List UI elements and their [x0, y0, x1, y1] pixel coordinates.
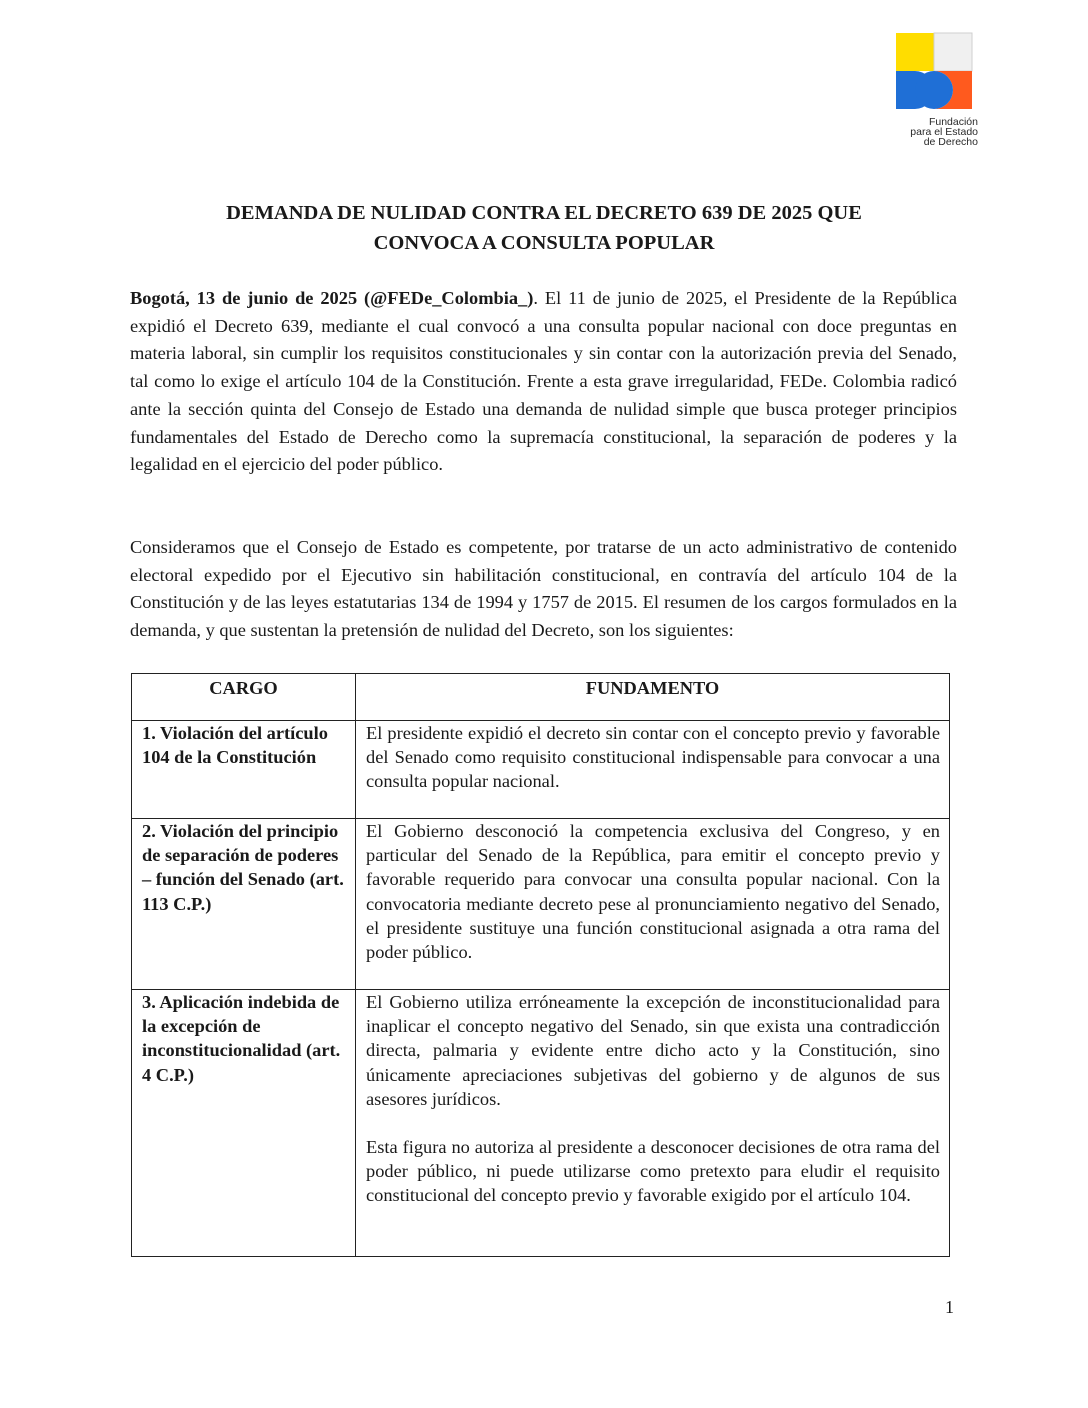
logo-mark-icon [892, 30, 976, 114]
title-line-2: CONVOCA A CONSULTA POPULAR [373, 232, 715, 254]
header-cargo: CARGO [132, 674, 356, 721]
header-fundamento: FUNDAMENTO [356, 674, 950, 721]
title-line-1: DEMANDA DE NULIDAD CONTRA EL DECRETO 639 DE 2025 QUE [226, 202, 862, 224]
cargo-cell: 1. Violación del artículo 104 de la Constitución [132, 721, 356, 819]
page-number: 1 [945, 1297, 954, 1317]
fundamento-text: El presidente expidió el decreto sin contar con el concepto previo y favorable del Senado como requisito constitucional indispensable para convocar a una consulta popular nacional. [366, 723, 940, 792]
intro-lead: Bogotá, 13 de junio de 2025 (@FEDe_Colombia_) [130, 288, 534, 308]
logo-text-line: de Derecho [923, 136, 978, 148]
table-row [132, 721, 950, 819]
fundamento-text: Esta figura no autoriza al presidente a desconocer decisiones de otra rama del poder público, ni puede utilizarse como pretexto para eludir el requisito constitucional del concepto previo y favorable exigido por el artículo 104. [366, 1137, 940, 1206]
cargo-cell: 3. Aplicación indebida de la excepción de inconstitucionalidad (art. 4 C.P.) [132, 990, 356, 1257]
fundamento-cell [356, 990, 950, 1257]
logo-text [892, 117, 984, 147]
intro-body: . El 11 de junio de 2025, el Presidente de la República expidió el Decreto 639, mediante el cual convocó a una consulta popular nacional con doce preguntas en materia laboral, sin cumplir los requisitos constitucionales y sin contar con la autorización previa del Senado, tal como lo exige el artículo 104 de la Constitución. Frente a esta grave irregularidad, FEDe. Colombia radicó ante la sección quinta del Consejo de Estado una demanda de nulidad simple que busca proteger principios fundamentales del Estado de Derecho como la supremacía constitucional, la separación de poderes y la legalidad en el ejercicio del poder público. [130, 288, 957, 475]
document-title [130, 198, 958, 258]
fundamento-cell [356, 721, 950, 819]
competence-paragraph: Consideramos que el Consejo de Estado es competente, por tratarse de un acto administrativo de contenido electoral expedido por el Ejecutivo sin habilitación constitucional, en contravía del artículo 104 de la Constitución y de las leyes estatutarias 134 de 1994 y 1757 de 2015. El resumen de los cargos formulados en la demanda, y que sustentan la pretensión de nulidad del Decreto, son los siguientes: [130, 537, 957, 641]
intro-paragraph [130, 285, 957, 479]
logo-text-line: para el Estado [910, 126, 978, 138]
table-row [132, 819, 950, 990]
cargos-table [131, 673, 950, 1257]
fundamento-text: El Gobierno desconoció la competencia exclusiva del Congreso, y en particular del Senado de la República, para emitir el concepto previo y favorable requerido para convocar una consulta popular nacional. Con la convocatoria mediante decreto pese al pronunciamiento negativo del Senado, el presidente sustituye una función constitucional asignada a otra rama del poder público. [366, 821, 940, 963]
fundamento-cell [356, 819, 950, 990]
cargo-cell: 2. Violación del principio de separación de poderes – función del Senado (art. 113 C.P.) [132, 819, 356, 990]
logo-text-line: Fundación [928, 116, 978, 128]
table-header-row [132, 674, 950, 721]
foundation-logo [892, 30, 984, 147]
fundamento-text: El Gobierno utiliza erróneamente la excepción de inconstitucionalidad para inaplicar el concepto negativo del Senado, sin que exista una contradicción directa, palmaria y evidente entre dicho acto y la Constitución, sino únicamente apreciaciones subjetivas del gobierno y de algunos de sus asesores jurídicos. [366, 992, 940, 1109]
table-row [132, 990, 950, 1257]
